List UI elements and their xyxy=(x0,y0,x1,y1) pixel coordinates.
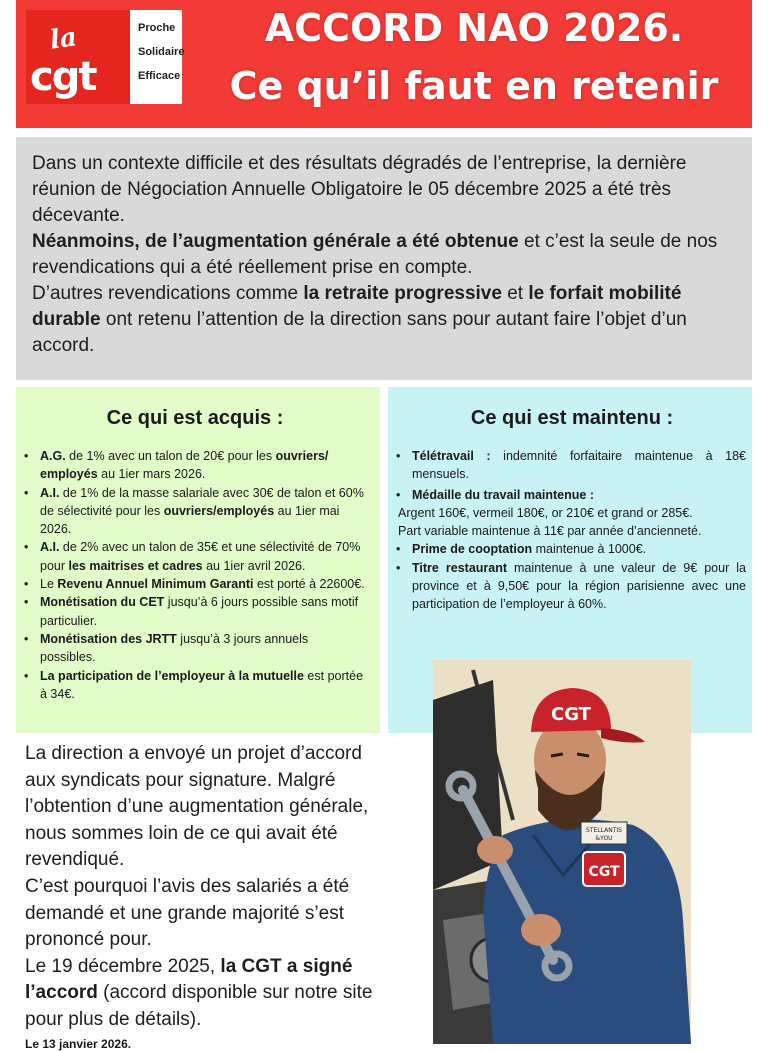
maintenu-list-2 xyxy=(396,540,748,613)
intro-text: et c’est la seule de nos revendications qui a été réellement prise en compte. xyxy=(32,231,718,278)
conclusion-paragraph: Le 19 décembre 2025, la CGT a signé l’accord (accord disponible sur notre site pour plus de détails). xyxy=(25,955,373,1030)
list-item: • Télétravail : indemnité forfaitaire maintenue à 18€ mensuels. xyxy=(396,449,746,482)
intro-text: ont retenu l’attention de la direction sans pour autant faire l’objet d’un accord. xyxy=(32,309,687,356)
cap-text: CGT xyxy=(551,704,591,725)
slogan-word: Proche xyxy=(138,22,176,34)
patch-text: CGT xyxy=(588,864,620,880)
intro-bold: le forfait mobilité durable xyxy=(32,283,682,330)
intro-box xyxy=(16,137,752,380)
acquis-title: Ce qui est acquis : xyxy=(106,407,284,429)
mechanic-drawing xyxy=(433,660,691,1044)
badge-line2: &YOU xyxy=(595,835,613,842)
mechanic-illustration xyxy=(433,660,691,1044)
badge-line1: STELLANTIS xyxy=(586,827,622,834)
slogan-word: Solidaire xyxy=(138,46,185,58)
medaille-detail: Part variable maintenue à 11€ par année d’ancienneté. xyxy=(398,524,702,539)
intro-bold: la retraite progressive xyxy=(303,283,502,304)
list-item: • Titre restaurant maintenue à une valeur de 9€ pour la province et à 9,50€ pour la région parisienne avec une participation de l’employeur à 60%. xyxy=(396,560,746,612)
acquis-panel xyxy=(16,387,380,733)
list-item: • Monétisation du CET jusqu’à 6 jours possible sans motif particulier. xyxy=(24,595,359,628)
conclusion-paragraph: C’est pourquoi l’avis des salariés a été demandé et une grande majorité s’est prononcé pour. xyxy=(25,875,350,951)
intro-text: D’autres revendications comme xyxy=(32,283,304,304)
intro-paragraph: Dans un contexte difficile et des résultats dégradés de l’entreprise, la dernière réunion de Négociation Annuelle Obligatoire le 05 décembre 2025 a été très décevante. xyxy=(32,153,687,226)
intro-paragraph xyxy=(32,281,736,359)
list-item: • Prime de cooptation maintenue à 1000€. xyxy=(396,542,647,557)
list-item: • A.I. de 2% avec un talon de 35€ et une sélectivité de 70% pour les maitrises et cadres au 1ier avril 2026. xyxy=(24,540,361,573)
cgt-logo xyxy=(26,10,185,104)
list-item: • La participation de l’employeur à la mutuelle est portée à 34€. xyxy=(24,668,364,701)
intro-text: et xyxy=(501,283,529,304)
intro-bold: Néanmoins, de l’augmentation générale a été obtenue xyxy=(32,231,519,252)
list-item: • A.G. de 1% avec un talon de 20€ pour les ouvriers/ employés au 1ier mars 2026. xyxy=(24,449,329,482)
maintenu-title: Ce qui est maintenu : xyxy=(470,407,674,429)
conclusion-text xyxy=(25,741,385,1034)
list-item: • Médaille du travail maintenue : xyxy=(396,487,594,502)
page-title-line2: Ce qu’il faut en retenir xyxy=(229,64,719,108)
logo-la-text: la xyxy=(48,22,79,56)
page-title-line1: ACCORD NAO 2026. xyxy=(264,6,684,50)
maintenu-list xyxy=(396,433,748,504)
conclusion-paragraph: La direction a envoyé un projet d’accord aux syndicats pour signature. Malgré l’obtention d’une augmentation générale, nous sommes loin de ce qui avait été revendiqué. xyxy=(25,743,369,871)
list-item: • Monétisation des JRTT jusqu’à 3 jours annuels possibles. xyxy=(24,631,309,665)
medaille-detail: Argent 160€, vermeil 180€, or 210€ et grand or 285€. xyxy=(398,505,693,520)
intro-paragraph xyxy=(32,229,736,281)
logo-slogan xyxy=(138,16,184,88)
list-item: • A.I. de 1% de la masse salariale avec 30€ de talon et 60% de sélectivité pour les ouvriers/employés au 1ier mai 2026. xyxy=(24,485,364,537)
acquis-list xyxy=(24,433,366,703)
logo-cgt-text: cgt xyxy=(30,54,96,100)
slogan-word: Efficace xyxy=(138,70,181,82)
document-date: Le 13 janvier 2026. xyxy=(25,1037,132,1051)
header-banner xyxy=(16,0,752,128)
logo-red-square xyxy=(26,10,130,104)
list-item: • Le Revenu Annuel Minimum Garanti est porté à 22600€. xyxy=(24,577,365,592)
